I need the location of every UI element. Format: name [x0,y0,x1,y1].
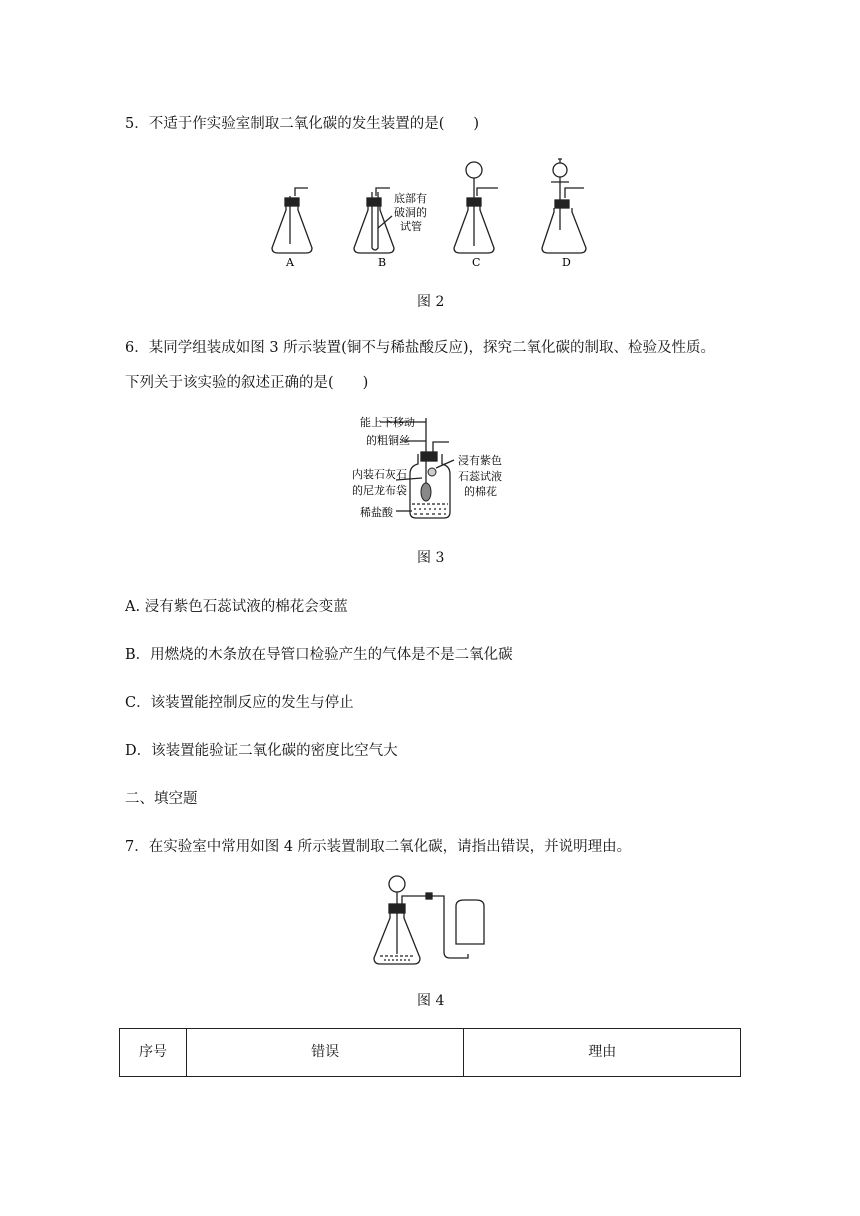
option-c: C．该装置能控制反应的发生与停止 [125,695,354,711]
section-heading: 二、填空题 [125,791,198,807]
option-a: A. 浸有紫色石蕊试液的棉花会变蓝 [125,599,348,615]
flask-a [272,188,312,253]
header-reason: 理由 [464,1029,741,1077]
figure-4-caption: 图 4 [417,993,445,1009]
nylon-bag [421,483,431,501]
annotation-line-2: 破洞的 [394,206,427,219]
flask-b [354,188,394,253]
figure-2-apparatus [262,158,602,270]
acid-label: 稀盐酸 [360,506,393,519]
flask-d [542,159,586,253]
answer-table [119,1028,741,1077]
bag-label-1: 内装石灰石 [352,468,407,481]
figure-3-caption: 图 3 [417,550,445,566]
figure-4-apparatus [366,872,492,970]
bag-label-2: 的尼龙布袋 [352,484,407,497]
table-header-row [120,1029,741,1077]
flask-c [454,162,498,253]
option-b: B．用燃烧的木条放在导管口检验产生的气体是不是二氧化碳 [125,647,513,663]
question-7-text: 7．在实验室中常用如图 4 所示装置制取二氧化碳，请指出错误，并说明理由。 [125,839,632,855]
annotation-line-1: 底部有 [394,192,427,205]
cotton-label-2: 石蕊试液 [458,470,502,483]
cotton-label-1: 浸有紫色 [458,454,502,467]
wire-label-2: 的粗铜丝 [366,434,410,447]
question-6-line-1: 6．某同学组装成如图 3 所示装置(铜不与稀盐酸反应)，探究二氧化碳的制取、检验及性质。 [125,340,715,356]
label-c: C [472,256,481,269]
question-5-text: 5．不适于作实验室制取二氧化碳的发生装置的是( ) [125,116,480,132]
cotton-ball [428,468,436,476]
header-error: 错误 [186,1029,464,1077]
label-a: A [286,256,294,269]
annotation-line-3: 试管 [400,220,422,233]
cotton-label-3: 的棉花 [464,485,497,498]
figure-2-caption: 图 2 [417,294,445,310]
header-index: 序号 [120,1029,187,1077]
question-6-line-2: 下列关于该实验的叙述正确的是( ) [125,375,369,391]
wire-label-1: 能上下移动 [360,416,415,429]
label-b: B [378,256,387,269]
label-d: D [562,256,571,269]
option-d: D．该装置能验证二氧化碳的密度比空气大 [125,743,398,759]
figure-3-apparatus [340,410,530,526]
